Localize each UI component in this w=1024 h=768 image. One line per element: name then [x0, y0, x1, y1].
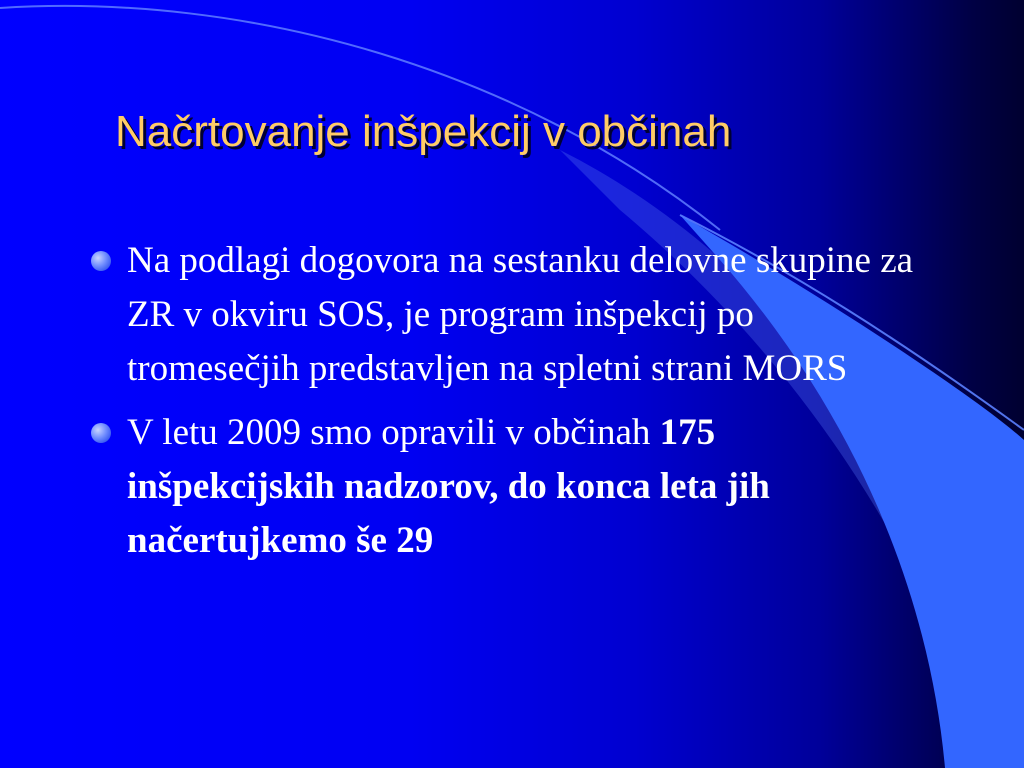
slide-title: Načrtovanje inšpekcij v občinah: [115, 107, 732, 156]
bullet-item-1: [88, 234, 928, 396]
bullet-text-2-bold: 175 inšpekcijskih nadzorov, do konca leta jih načertujkemo še 29: [127, 412, 770, 561]
bullet-item-2: [88, 406, 928, 568]
bullet-text-1: Na podlagi dogovora na sestanku delovne skupine za ZR v okviru SOS, je program inšpekcij po tromesečjih predstavljen na spletni strani MORS: [127, 240, 914, 389]
blue-sphere-bullet-icon: [91, 251, 111, 271]
bullet-text-2-plain: V letu 2009 smo opravili v občinah: [127, 412, 660, 453]
blue-sphere-bullet-icon: [91, 423, 111, 443]
bullet-list: [88, 234, 928, 578]
